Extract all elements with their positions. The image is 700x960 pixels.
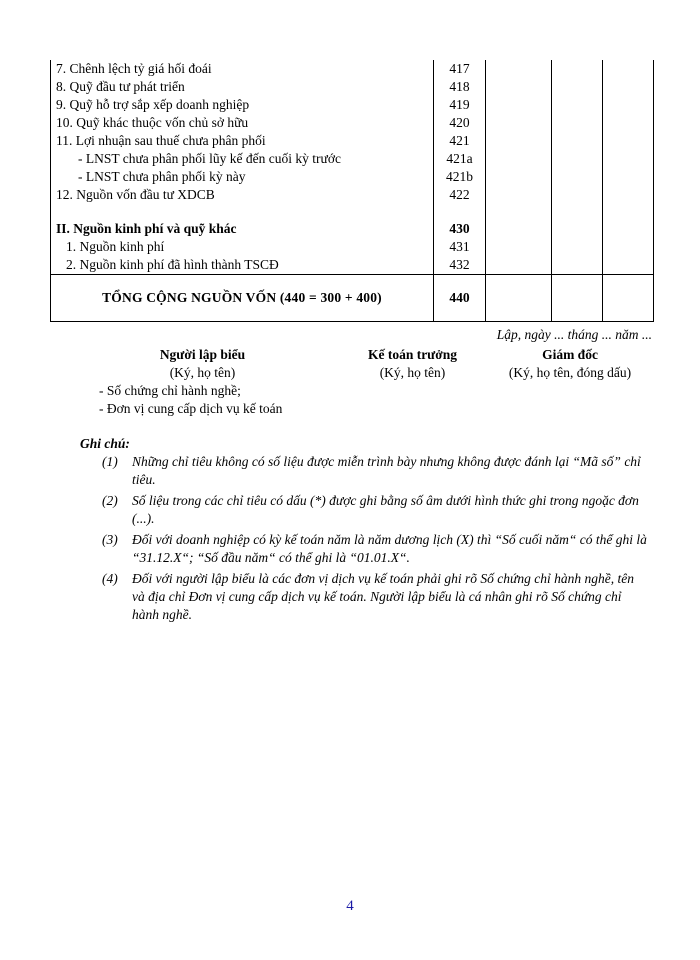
row-name: 2. Nguồn kinh phí đã hình thành TSCĐ [51, 256, 434, 275]
note-text: Những chỉ tiêu không có số liệu được miễn trình bày nhưng không được đánh lại “Mã số” chỉ tiêu. [132, 454, 641, 487]
row-code: 432 [434, 256, 486, 275]
value-cell [552, 186, 603, 204]
value-cell [486, 220, 552, 238]
table-row [51, 256, 654, 275]
row-name: - LNST chưa phân phối lũy kế đến cuối kỳ trước [51, 150, 434, 168]
row-code: 418 [434, 78, 486, 96]
value-cell [486, 60, 552, 78]
row-name: 8. Quỹ đầu tư phát triển [51, 78, 434, 96]
total-label: TỔNG CỘNG NGUỒN VỐN (440 = 300 + 400) [51, 275, 434, 322]
row-name: 10. Quỹ khác thuộc vốn chủ sở hữu [51, 114, 434, 132]
row-name: 11. Lợi nhuận sau thuế chưa phân phối [51, 132, 434, 150]
value-cell [552, 220, 603, 238]
notes-heading: Ghi chú: [80, 436, 130, 451]
value-cell [603, 220, 654, 238]
row-name: 12. Nguồn vốn đầu tư XDCB [51, 186, 434, 204]
value-cell [603, 275, 654, 322]
value-cell [552, 256, 603, 275]
table-row [51, 150, 654, 168]
note-text: Đối với doanh nghiệp có kỳ kế toán năm là năm dương lịch (X) thì “Số cuối năm“ có thể ghi là “31.12.X“; “Số đầu năm“ có thể ghi là “01.01.X“. [132, 532, 647, 565]
table-row [51, 238, 654, 256]
value-cell [552, 150, 603, 168]
value-cell [552, 168, 603, 186]
value-cell [603, 96, 654, 114]
value-cell [552, 78, 603, 96]
table-row [51, 96, 654, 114]
table-row [51, 60, 654, 78]
balance-sheet-table [50, 60, 654, 322]
row-name: 1. Nguồn kinh phí [51, 238, 434, 256]
value-cell [552, 238, 603, 256]
row-code: 420 [434, 114, 486, 132]
signature-note: (Ký, họ tên, đóng dấu) [508, 365, 632, 380]
value-cell [486, 96, 552, 114]
signature-preparer [130, 346, 275, 382]
notes-section [80, 436, 650, 627]
value-cell [603, 132, 654, 150]
table-row [51, 186, 654, 204]
row-code: 419 [434, 96, 486, 114]
note-number: (1) [102, 454, 118, 469]
total-code: 440 [434, 275, 486, 322]
note-item [80, 531, 650, 567]
note-item [80, 453, 650, 489]
value-cell [552, 132, 603, 150]
signature-director [495, 346, 645, 382]
note-item [80, 570, 650, 624]
signature-title: Giám đốc [542, 347, 598, 362]
value-cell [486, 78, 552, 96]
value-cell [486, 275, 552, 322]
value-cell [603, 60, 654, 78]
table-row [51, 114, 654, 132]
row-name: 9. Quỹ hỗ trợ sắp xếp doanh nghiệp [51, 96, 434, 114]
total-row [51, 275, 654, 322]
row-name: 7. Chênh lệch tỷ giá hối đoái [51, 60, 434, 78]
value-cell [486, 132, 552, 150]
row-code: 417 [434, 60, 486, 78]
signature-note: (Ký, họ tên) [169, 365, 236, 380]
preparer-extra-line: - Đơn vị cung cấp dịch vụ kế toán [99, 401, 283, 416]
note-number: (2) [102, 493, 118, 508]
value-cell [486, 150, 552, 168]
note-text: Đối với người lập biểu là các đơn vị dịch vụ kế toán phải ghi rõ Số chứng chỉ hành nghề, tên và địa chỉ Đơn vị cung cấp dịch vụ kế toán. Người lập biểu là cá nhân ghi rõ Số chứng chỉ hành nghề. [132, 571, 634, 622]
note-text: Số liệu trong các chỉ tiêu có dấu (*) được ghi bằng số âm dưới hình thức ghi trong ngoặc đơn (...). [132, 493, 639, 526]
table-row [51, 220, 654, 238]
value-cell [603, 186, 654, 204]
row-code: 422 [434, 186, 486, 204]
value-cell [486, 168, 552, 186]
table-row [51, 78, 654, 96]
row-code: 421b [434, 168, 486, 186]
note-item [80, 492, 650, 528]
preparer-extra-line: - Số chứng chỉ hành nghề; [99, 383, 241, 398]
value-cell [603, 168, 654, 186]
signature-chief-accountant [340, 346, 485, 382]
date-line: Lập, ngày ... tháng ... năm ... [496, 327, 652, 342]
value-cell [603, 256, 654, 275]
row-name: - LNST chưa phân phối kỳ này [51, 168, 434, 186]
spacer-row [51, 204, 654, 220]
page-number: 4 [346, 898, 354, 914]
row-code: 431 [434, 238, 486, 256]
value-cell [552, 96, 603, 114]
preparer-extra [99, 382, 282, 418]
value-cell [603, 150, 654, 168]
row-code: 421a [434, 150, 486, 168]
value-cell [486, 186, 552, 204]
signature-title: Kế toán trưởng [367, 347, 458, 362]
value-cell [486, 256, 552, 275]
table-row [51, 168, 654, 186]
row-code: 430 [434, 220, 486, 238]
value-cell [486, 114, 552, 132]
value-cell [603, 78, 654, 96]
value-cell [603, 114, 654, 132]
value-cell [486, 238, 552, 256]
section-heading: II. Nguồn kinh phí và quỹ khác [51, 220, 434, 238]
signature-title: Người lập biểu [159, 347, 246, 362]
table-row [51, 132, 654, 150]
value-cell [552, 114, 603, 132]
value-cell [552, 60, 603, 78]
signature-note: (Ký, họ tên) [379, 365, 446, 380]
row-code: 421 [434, 132, 486, 150]
value-cell [603, 238, 654, 256]
note-number: (3) [102, 532, 118, 547]
note-number: (4) [102, 571, 118, 586]
value-cell [552, 275, 603, 322]
